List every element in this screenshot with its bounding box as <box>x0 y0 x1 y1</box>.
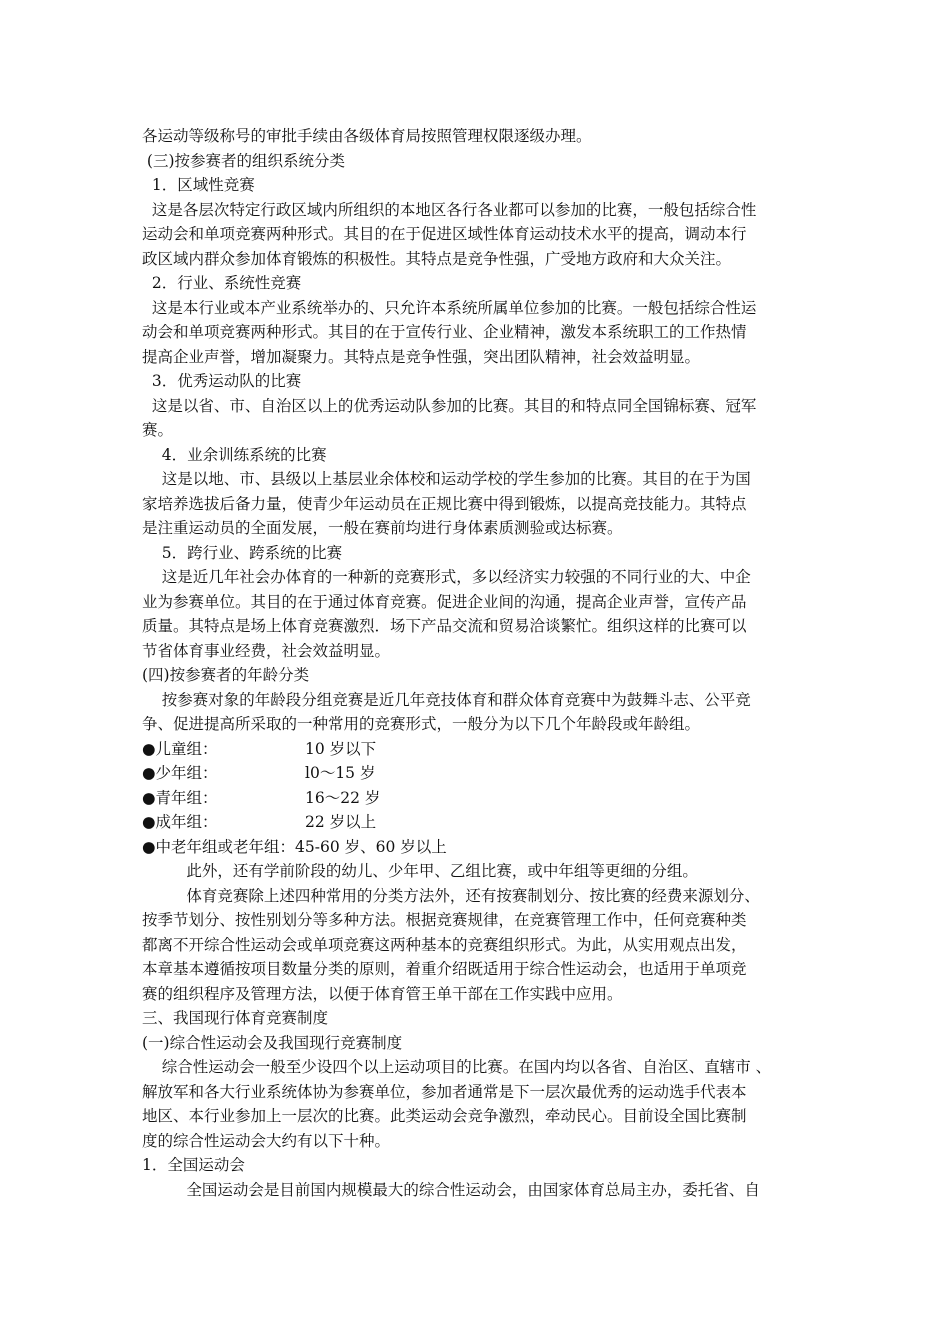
age-group-label: ●成年组： <box>142 813 218 831</box>
paragraph-line: 度的综合性运动会大约有以下十种。 <box>142 1131 391 1150</box>
paragraph-line: 质量。其特点是场上体育竞赛激烈．场下产品交流和贸易洽谈繁忙。组织这样的比赛可以 <box>142 617 747 635</box>
subsection-heading: 1．区域性竞赛 <box>142 176 255 194</box>
paragraph-line: 政区域内群众参加体育锻炼的积极性。其特点是竞争性强，广受地方政府和大众关注。 <box>142 249 732 268</box>
age-group-label: ●少年组： <box>142 764 218 782</box>
paragraph-line: 全国运动会是目前国内规模最大的综合性运动会，由国家体育总局主办，委托省、自 <box>142 1180 760 1199</box>
paragraph-line: 家培养选拔后备力量，使青少年运动员在正规比赛中得到锻炼，以提高竞技能力。其特点 <box>142 494 747 513</box>
age-group-label: ●儿童组： <box>142 739 218 758</box>
age-group-item <box>142 737 808 762</box>
paragraph-line: 体育竞赛除上述四种常用的分类方法外，还有按赛制划分、按比赛的经费来源划分、 <box>142 886 760 905</box>
paragraph-line: 业为参赛单位。其目的在于通过体育竞赛。促进企业间的沟通，提高企业声誉，宣传产品 <box>142 592 747 611</box>
age-group-label: ●青年组： <box>142 788 218 807</box>
paragraph-line: 按季节划分、按性别划分等多种方法。根据竞赛规律，在竞赛管理工作中，任何竞赛种类 <box>142 911 747 929</box>
section-heading: (一)综合性运动会及我国现行竞赛制度 <box>142 1033 403 1052</box>
age-group-range: 16～22 岁 <box>305 788 381 807</box>
age-group-range: 45-60 岁、60 岁以上 <box>295 837 447 856</box>
paragraph-line: 本章基本遵循按项目数量分类的原则，着重介绍既适用于综合性运动会，也适用于单项竞 <box>142 960 747 978</box>
paragraph-line: 解放军和各大行业系统体协为参赛单位，参加者通常是下一层次最优秀的运动选手代表本 <box>142 1082 747 1101</box>
paragraph-line: 节省体育事业经费，社会效益明显。 <box>142 641 391 660</box>
paragraph-line: 动会和单项竞赛两种形式。其目的在于宣传行业、企业精神，激发本系统职工的工作热情 <box>142 323 747 341</box>
paragraph-line: 这是近几年社会办体育的一种新的竞赛形式，多以经济实力较强的不同行业的大、中企 <box>142 568 751 586</box>
document-body <box>142 124 808 1202</box>
section-heading: (三)按参赛者的组织系统分类 <box>142 151 346 170</box>
paragraph-line: 这是以省、市、自治区以上的优秀运动队参加的比赛。其目的和特点同全国锦标赛、冠军 <box>142 396 757 415</box>
paragraph-line: 各运动等级称号的审批手续由各级体育局按照管理权限逐级办理。 <box>142 127 592 145</box>
section-heading: (四)按参赛者的年龄分类 <box>142 666 310 684</box>
age-group-item <box>142 835 808 860</box>
subsection-heading: 5．跨行业、跨系统的比赛 <box>142 543 343 562</box>
paragraph-line: 这是本行业或本产业系统举办的、只允许本系统所属单位参加的比赛。一般包括综合性运 <box>142 298 757 317</box>
subsection-heading: 3．优秀运动队的比赛 <box>142 372 302 390</box>
age-group-range: 10 岁以下 <box>305 739 377 758</box>
paragraph-line: 都离不开综合性运动会或单项竞赛这两种基本的竞赛组织形式。为此，从实用观点出发， <box>142 935 747 954</box>
subsection-heading: 2．行业、系统性竞赛 <box>142 274 302 292</box>
paragraph-line: 争、促进提高所采取的一种常用的竞赛形式，一般分为以下几个年龄段或年龄组。 <box>142 715 701 733</box>
paragraph-line: 综合性运动会一般至少设四个以上运动项目的比赛。在国内均以各省、自治区、直辖市 、 <box>142 1058 772 1076</box>
paragraph-line: 此外，还有学前阶段的幼儿、少年甲、乙组比赛，或中年组等更细的分组。 <box>142 862 698 880</box>
paragraph-line: 是注重运动员的全面发展，一般在赛前均进行身体素质测验或达标赛。 <box>142 519 623 537</box>
paragraph-line: 赛。 <box>142 421 174 439</box>
age-group-range: 22 岁以上 <box>305 813 377 831</box>
subsection-heading: 4．业余训练系统的比赛 <box>142 445 327 464</box>
paragraph-line: 赛的组织程序及管理方法，以便于体育管王单干部在工作实践中应用。 <box>142 984 623 1003</box>
paragraph-line: 地区、本行业参加上一层次的比赛。此类运动会竞争激烈，牵动民心。目前设全国比赛制 <box>142 1107 747 1125</box>
paragraph-line: 运动会和单项竞赛两种形式。其目的在于促进区域性体育运动技术水平的提高，调动本行 <box>142 225 747 243</box>
paragraph-line: 提高企业声誉，增加凝聚力。其特点是竞争性强，突出团队精神，社会效益明显。 <box>142 347 701 366</box>
age-group-item <box>142 761 808 786</box>
age-group-range: l0～15 岁 <box>305 764 376 782</box>
paragraph-line: 这是以地、市、县级以上基层业余体校和运动学校的学生参加的比赛。其目的在于为国 <box>142 470 751 488</box>
age-group-label: ●中老年组或老年组： <box>142 837 296 856</box>
subsection-heading: 1．全国运动会 <box>142 1156 245 1174</box>
age-group-item <box>142 810 808 835</box>
age-group-item <box>142 786 808 811</box>
paragraph-line: 按参赛对象的年龄段分组竞赛是近几年竞技体育和群众体育竞赛中为鼓舞斗志、公平竞 <box>142 690 751 709</box>
paragraph-line: 这是各层次特定行政区域内所组织的本地区各行各业都可以参加的比赛，一般包括综合性 <box>142 200 757 219</box>
chapter-heading: 三、我国现行体育竞赛制度 <box>142 1009 329 1027</box>
